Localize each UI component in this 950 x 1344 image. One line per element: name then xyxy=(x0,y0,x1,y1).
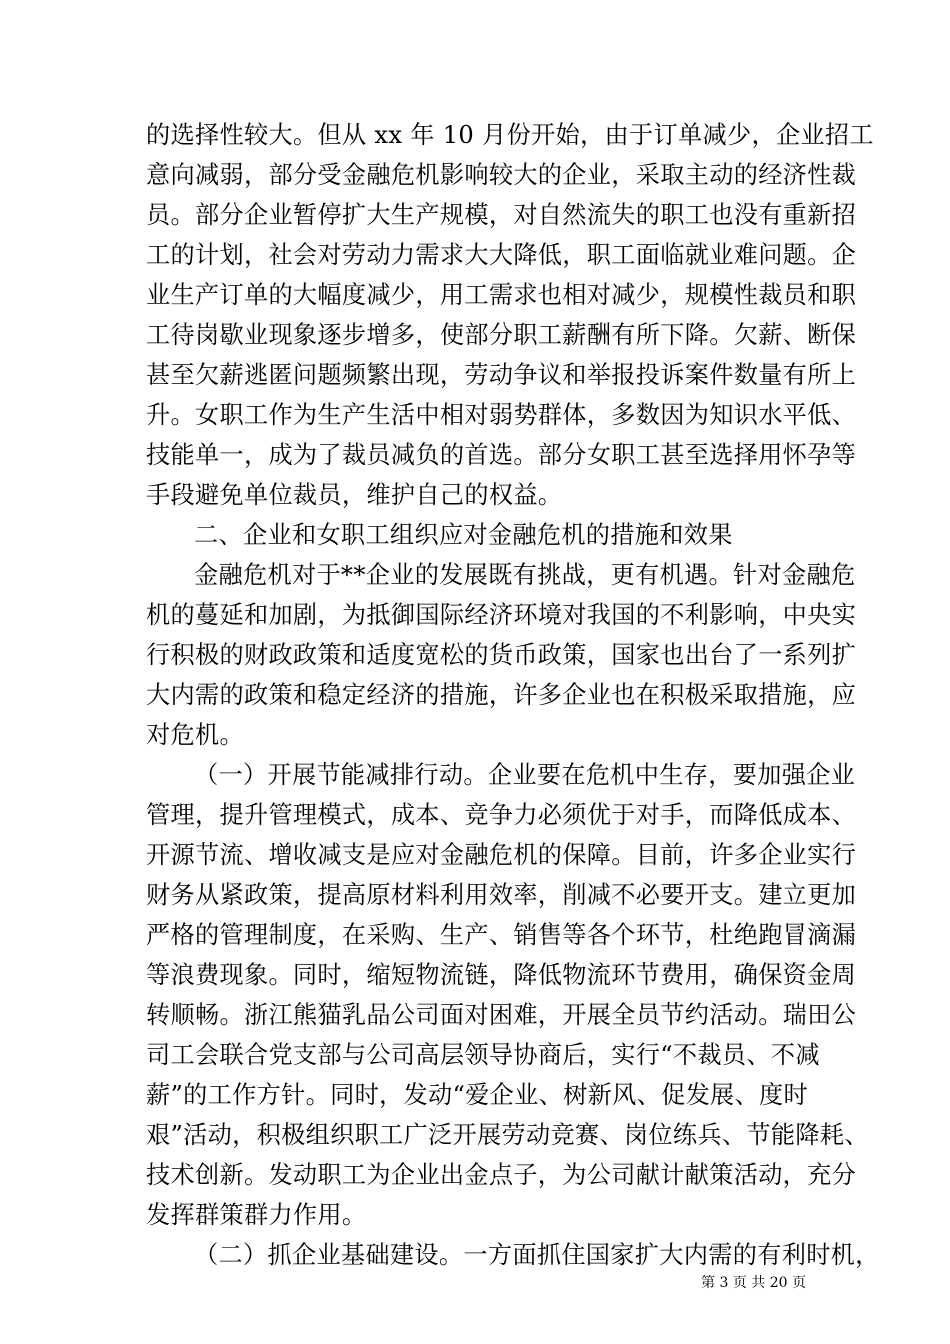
body-text-line: 发挥群策群力作用。 xyxy=(146,1201,367,1229)
body-text-line: 财务从紧政策，提高原材料利用效率，削减不必要开支。建立更加 xyxy=(146,881,857,909)
body-text-line: 严格的管理制度，在采购、生产、销售等各个环节，杜绝跑冒滴漏 xyxy=(146,921,857,949)
body-text-line: 金融危机对于**企业的发展既有挑战，更有机遇。针对金融危 xyxy=(194,561,856,589)
section-heading: 二、企业和女职工组织应对金融危机的措施和效果 xyxy=(194,521,733,549)
page-number-footer: 第 3 页 共 20 页 xyxy=(701,1275,806,1291)
body-text-line: 艰”活动，积极组织职工广泛开展劳动竞赛、岗位练兵、节能降耗、 xyxy=(146,1121,869,1149)
body-text-line: 行积极的财政政策和适度宽松的货币政策，国家也出台了一系列扩 xyxy=(146,641,857,669)
body-text-line: 手段避免单位裁员，维护自己的权益。 xyxy=(146,481,563,509)
body-text-line: 司工会联合党支部与公司高层领导协商后，实行“不裁员、不减 xyxy=(146,1041,820,1069)
subsection-heading-line: （二）抓企业基础建设。一方面抓住国家扩大内需的有利时机， xyxy=(194,1241,880,1269)
body-text-line: 工的计划，社会对劳动力需求大大降低，职工面临就业难问题。企 xyxy=(146,241,857,269)
body-text-line: 意向减弱，部分受金融危机影响较大的企业，采取主动的经济性裁 xyxy=(146,161,857,189)
body-text-line: 工待岗歇业现象逐步增多，使部分职工薪酬有所下降。欠薪、断保 xyxy=(146,321,857,349)
body-text-line: 对危机。 xyxy=(146,721,244,749)
body-text-line: 的选择性较大。但从 xx 年 10 月份开始，由于订单减少，企业招工 xyxy=(146,121,874,149)
body-text-line: 等浪费现象。同时，缩短物流链，降低物流环节费用，确保资金周 xyxy=(146,961,857,989)
body-text-line: 员。部分企业暂停扩大生产规模，对自然流失的职工也没有重新招 xyxy=(146,201,857,229)
body-text-line: 开源节流、增收减支是应对金融危机的保障。目前，许多企业实行 xyxy=(146,841,857,869)
body-text-line: 甚至欠薪逃匿问题频繁出现，劳动争议和举报投诉案件数量有所上 xyxy=(146,361,857,389)
body-text-line: 管理，提升管理模式，成本、竞争力必须优于对手，而降低成本、 xyxy=(146,801,857,829)
body-text-line: 升。女职工作为生产生活中相对弱势群体，多数因为知识水平低、 xyxy=(146,401,857,429)
body-text-line: 大内需的政策和稳定经济的措施，许多企业也在积极采取措施，应 xyxy=(146,681,857,709)
body-text-line: 机的蔓延和加剧，为抵御国际经济环境对我国的不利影响，中央实 xyxy=(146,601,857,629)
subsection-heading-line: （一）开展节能减排行动。企业要在危机中生存，要加强企业 xyxy=(194,761,856,789)
body-text-line: 技术创新。发动职工为企业出金点子，为公司献计献策活动，充分 xyxy=(146,1161,857,1189)
body-text-line: 业生产订单的大幅度减少，用工需求也相对减少，规模性裁员和职 xyxy=(146,281,857,309)
body-text-line: 薪”的工作方针。同时，发动“爱企业、树新风、促发展、度时 xyxy=(146,1081,809,1109)
body-text-line: 转顺畅。浙江熊猫乳品公司面对困难，开展全员节约活动。瑞田公 xyxy=(146,1001,857,1029)
body-text-line: 技能单一，成为了裁员减负的首选。部分女职工甚至选择用怀孕等 xyxy=(146,441,857,469)
